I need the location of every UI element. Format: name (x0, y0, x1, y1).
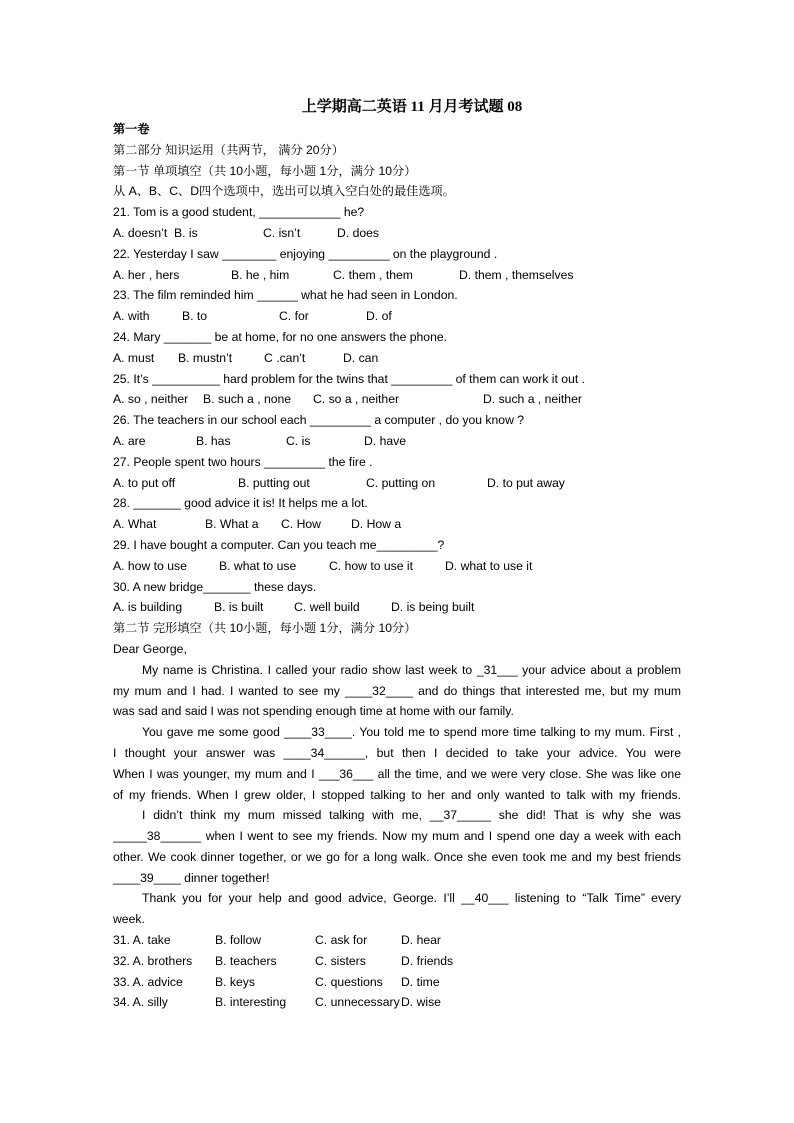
option: B. what to use (219, 558, 297, 573)
option: 33. A. advice (113, 974, 183, 989)
option: B. has (196, 433, 231, 448)
option: B. is built (214, 600, 264, 615)
option: A. with (113, 309, 150, 324)
option: C. How (281, 517, 321, 532)
option: D. of (366, 309, 392, 324)
option: D. friends (401, 953, 454, 968)
option: C. sisters (315, 953, 366, 968)
option: D. to put away (487, 475, 565, 490)
cloze-options (113, 930, 681, 1013)
question-stem: 22. Yesterday I saw ________ enjoying _________ on the playground . (113, 246, 498, 261)
option: D. can (343, 350, 379, 365)
instruction-text: 从 A、B、C、D四个选项中，选出可以填入空白处的最佳选项。 (113, 184, 455, 199)
option: B. to (182, 309, 208, 324)
option: B. keys (215, 974, 255, 989)
option: B. such a , none (203, 392, 292, 407)
passage-line: _____38______ when I went to see my friends. Now my mum and I spend one day a week with each (113, 829, 681, 844)
question-stem: 23. The film reminded him ______ what he had seen in London. (113, 288, 458, 303)
cloze-option-row (113, 951, 681, 972)
question-options (113, 306, 681, 327)
section2-heading: 第二节 完形填空（共 10小题，每小题 1分，满分 10分） (113, 621, 417, 636)
cloze-option-row (113, 972, 681, 993)
passage-line: was sad and said I was not spending enough time at home with our family. (113, 704, 514, 719)
question-stem: 29. I have bought a computer. Can you teach me_________? (113, 537, 445, 552)
passage-line: other. We cook dinner together, or we go for a long walk. Once she even took me and my best friends (113, 849, 681, 864)
exam-page (113, 96, 681, 1013)
option: C. unnecessary (315, 995, 400, 1010)
option: B. interesting (215, 995, 287, 1010)
question-stem: 21. Tom is a good student, ____________ he? (113, 205, 365, 220)
option: B. putting out (238, 475, 310, 490)
question-stem: 28. _______ good advice it is! It helps me a lot. (113, 496, 368, 511)
passage-line: Thank you for your help and good advice, George. I’ll __40___ listening to “Talk Time” every (142, 891, 681, 906)
option: C. ask for (315, 933, 368, 948)
option: A. What (113, 517, 157, 532)
question-stem: 24. Mary _______ be at home, for no one answers the phone. (113, 329, 448, 344)
option: C. how to use it (329, 558, 413, 573)
question-options (113, 597, 681, 618)
question-stem: 26. The teachers in our school each _________ a computer , do you know ? (113, 413, 525, 428)
option: 32. A. brothers (113, 953, 193, 968)
option: B. he , him (231, 267, 290, 282)
question-options (113, 556, 681, 577)
passage-line: week. (113, 912, 145, 927)
question-options (113, 473, 681, 494)
page-title: 上学期高二英语 11 月月考试题 08 (301, 99, 523, 115)
section1-heading: 第一节 单项填空（共 10小题，每小题 1分，满分 10分） (113, 163, 417, 178)
option: C. isn’t (263, 225, 301, 240)
passage-line: When I was younger, my mum and I ___36___ all the time, and we were very close. She was like one (113, 766, 681, 781)
passage-line: I thought your answer was ____34______, but then I decided to take your advice. You were (113, 745, 681, 760)
passage-line: You gave me some good ____33____. You told me to spend more time talking to my mum. First , (142, 725, 681, 740)
letter-greeting: Dear George, (113, 641, 187, 656)
option: D. wise (401, 995, 441, 1010)
part-heading: 第二部分 知识运用（共两节， 满分 20分） (113, 142, 344, 157)
option: B. mustn’t (178, 350, 233, 365)
option: B. follow (215, 933, 262, 948)
option: A. must (113, 350, 155, 365)
option: A. her , hers (113, 267, 180, 282)
cloze-passage (113, 660, 681, 930)
question-options (113, 514, 681, 535)
option: D. have (364, 433, 407, 448)
option: D. hear (401, 933, 441, 948)
cloze-option-row (113, 992, 681, 1013)
passage-line: my mum and I had. I wanted to see my ____32____ and do things that interested me, but my mum (113, 683, 681, 698)
option: C. for (279, 309, 309, 324)
cloze-option-row (113, 930, 681, 951)
question-options (113, 265, 681, 286)
option: A. is building (113, 600, 183, 615)
option: C. so a , neither (313, 392, 400, 407)
option: A. are (113, 433, 146, 448)
option: 31. A. take (113, 933, 171, 948)
option: D. How a (351, 517, 402, 532)
question-options (113, 348, 681, 369)
option: B. teachers (215, 953, 277, 968)
option: C. well build (294, 600, 360, 615)
passage-line: of my friends. When I grew older, I stopped talking to her and only wanted to talk with my friends. (113, 787, 681, 802)
option: A. to put off (113, 475, 176, 490)
option: C. is (286, 433, 311, 448)
question-options (113, 389, 681, 410)
question-stem: 27. People spent two hours _________ the fire . (113, 454, 373, 469)
passage-line: I didn’t think my mum missed talking with me, __37_____ she did! That is why she was (142, 808, 681, 823)
question-options (113, 431, 681, 452)
question-stem: 30. A new bridge_______ these days. (113, 579, 317, 594)
option: D. time (401, 974, 440, 989)
option: C. them , them (333, 267, 413, 282)
option: D. does (337, 225, 380, 240)
option: A. how to use (113, 558, 187, 573)
option: B. What a (205, 517, 259, 532)
passage-line: ____39____ dinner together! (113, 870, 270, 885)
question-stem: 25. It’s __________ hard problem for the twins that _________ of them can work it out . (113, 371, 586, 386)
option: A. so , neither (113, 392, 189, 407)
option: D. them , themselves (459, 267, 574, 282)
option: C. putting on (366, 475, 436, 490)
option: D. such a , neither (483, 392, 582, 407)
single-choice-questions (113, 202, 681, 618)
option: 34. A. silly (113, 995, 168, 1010)
option: C. questions (315, 974, 383, 989)
option: A. doesn’t (113, 225, 168, 240)
option: C .can’t (264, 350, 306, 365)
question-options (113, 223, 681, 244)
option: D. what to use it (445, 558, 533, 573)
option: B. is (174, 225, 198, 240)
option: D. is being built (391, 600, 475, 615)
passage-line: My name is Christina. I called your radio show last week to _31___ your advice about a problem (142, 662, 681, 677)
volume-heading: 第一卷 (113, 122, 150, 136)
